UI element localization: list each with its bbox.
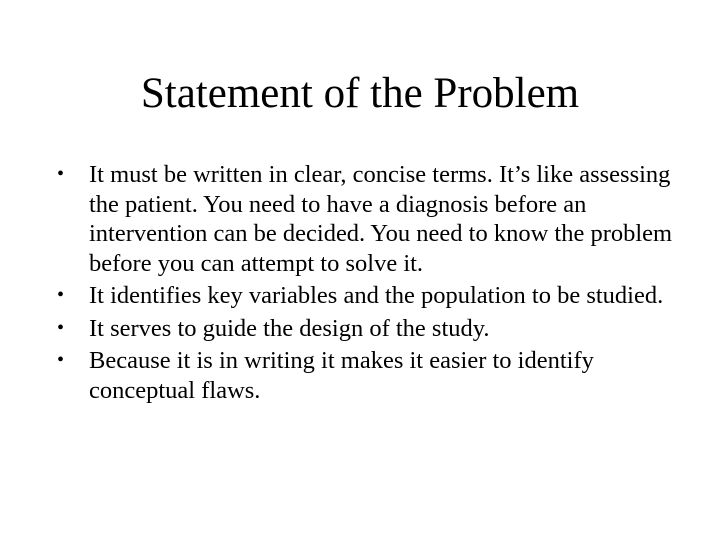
bullet-item <box>57 314 687 344</box>
bullet-text: It must be written in clear, concise terms. It’s like assessing the patient. You need to have a diagnosis before an intervention can be decided. You need to know the problem before you can attempt to solve it. <box>89 161 673 277</box>
bullet-item <box>57 281 687 311</box>
bullet-item <box>57 160 687 278</box>
slide-title: Statement of the Problem <box>140 70 580 117</box>
bullet-dot-icon: • <box>57 284 65 306</box>
bullet-text: It identifies key variables and the population to be studied. <box>89 282 664 309</box>
bullet-list <box>57 160 687 408</box>
bullet-dot-icon: • <box>57 349 65 371</box>
bullet-dot-icon: • <box>57 163 65 185</box>
bullet-text: It serves to guide the design of the study. <box>89 314 490 342</box>
bullet-dot-icon: • <box>57 316 65 339</box>
bullet-text: Because it is in writing it makes it easier to identify conceptual flaws. <box>89 347 594 404</box>
bullet-item <box>57 346 687 405</box>
